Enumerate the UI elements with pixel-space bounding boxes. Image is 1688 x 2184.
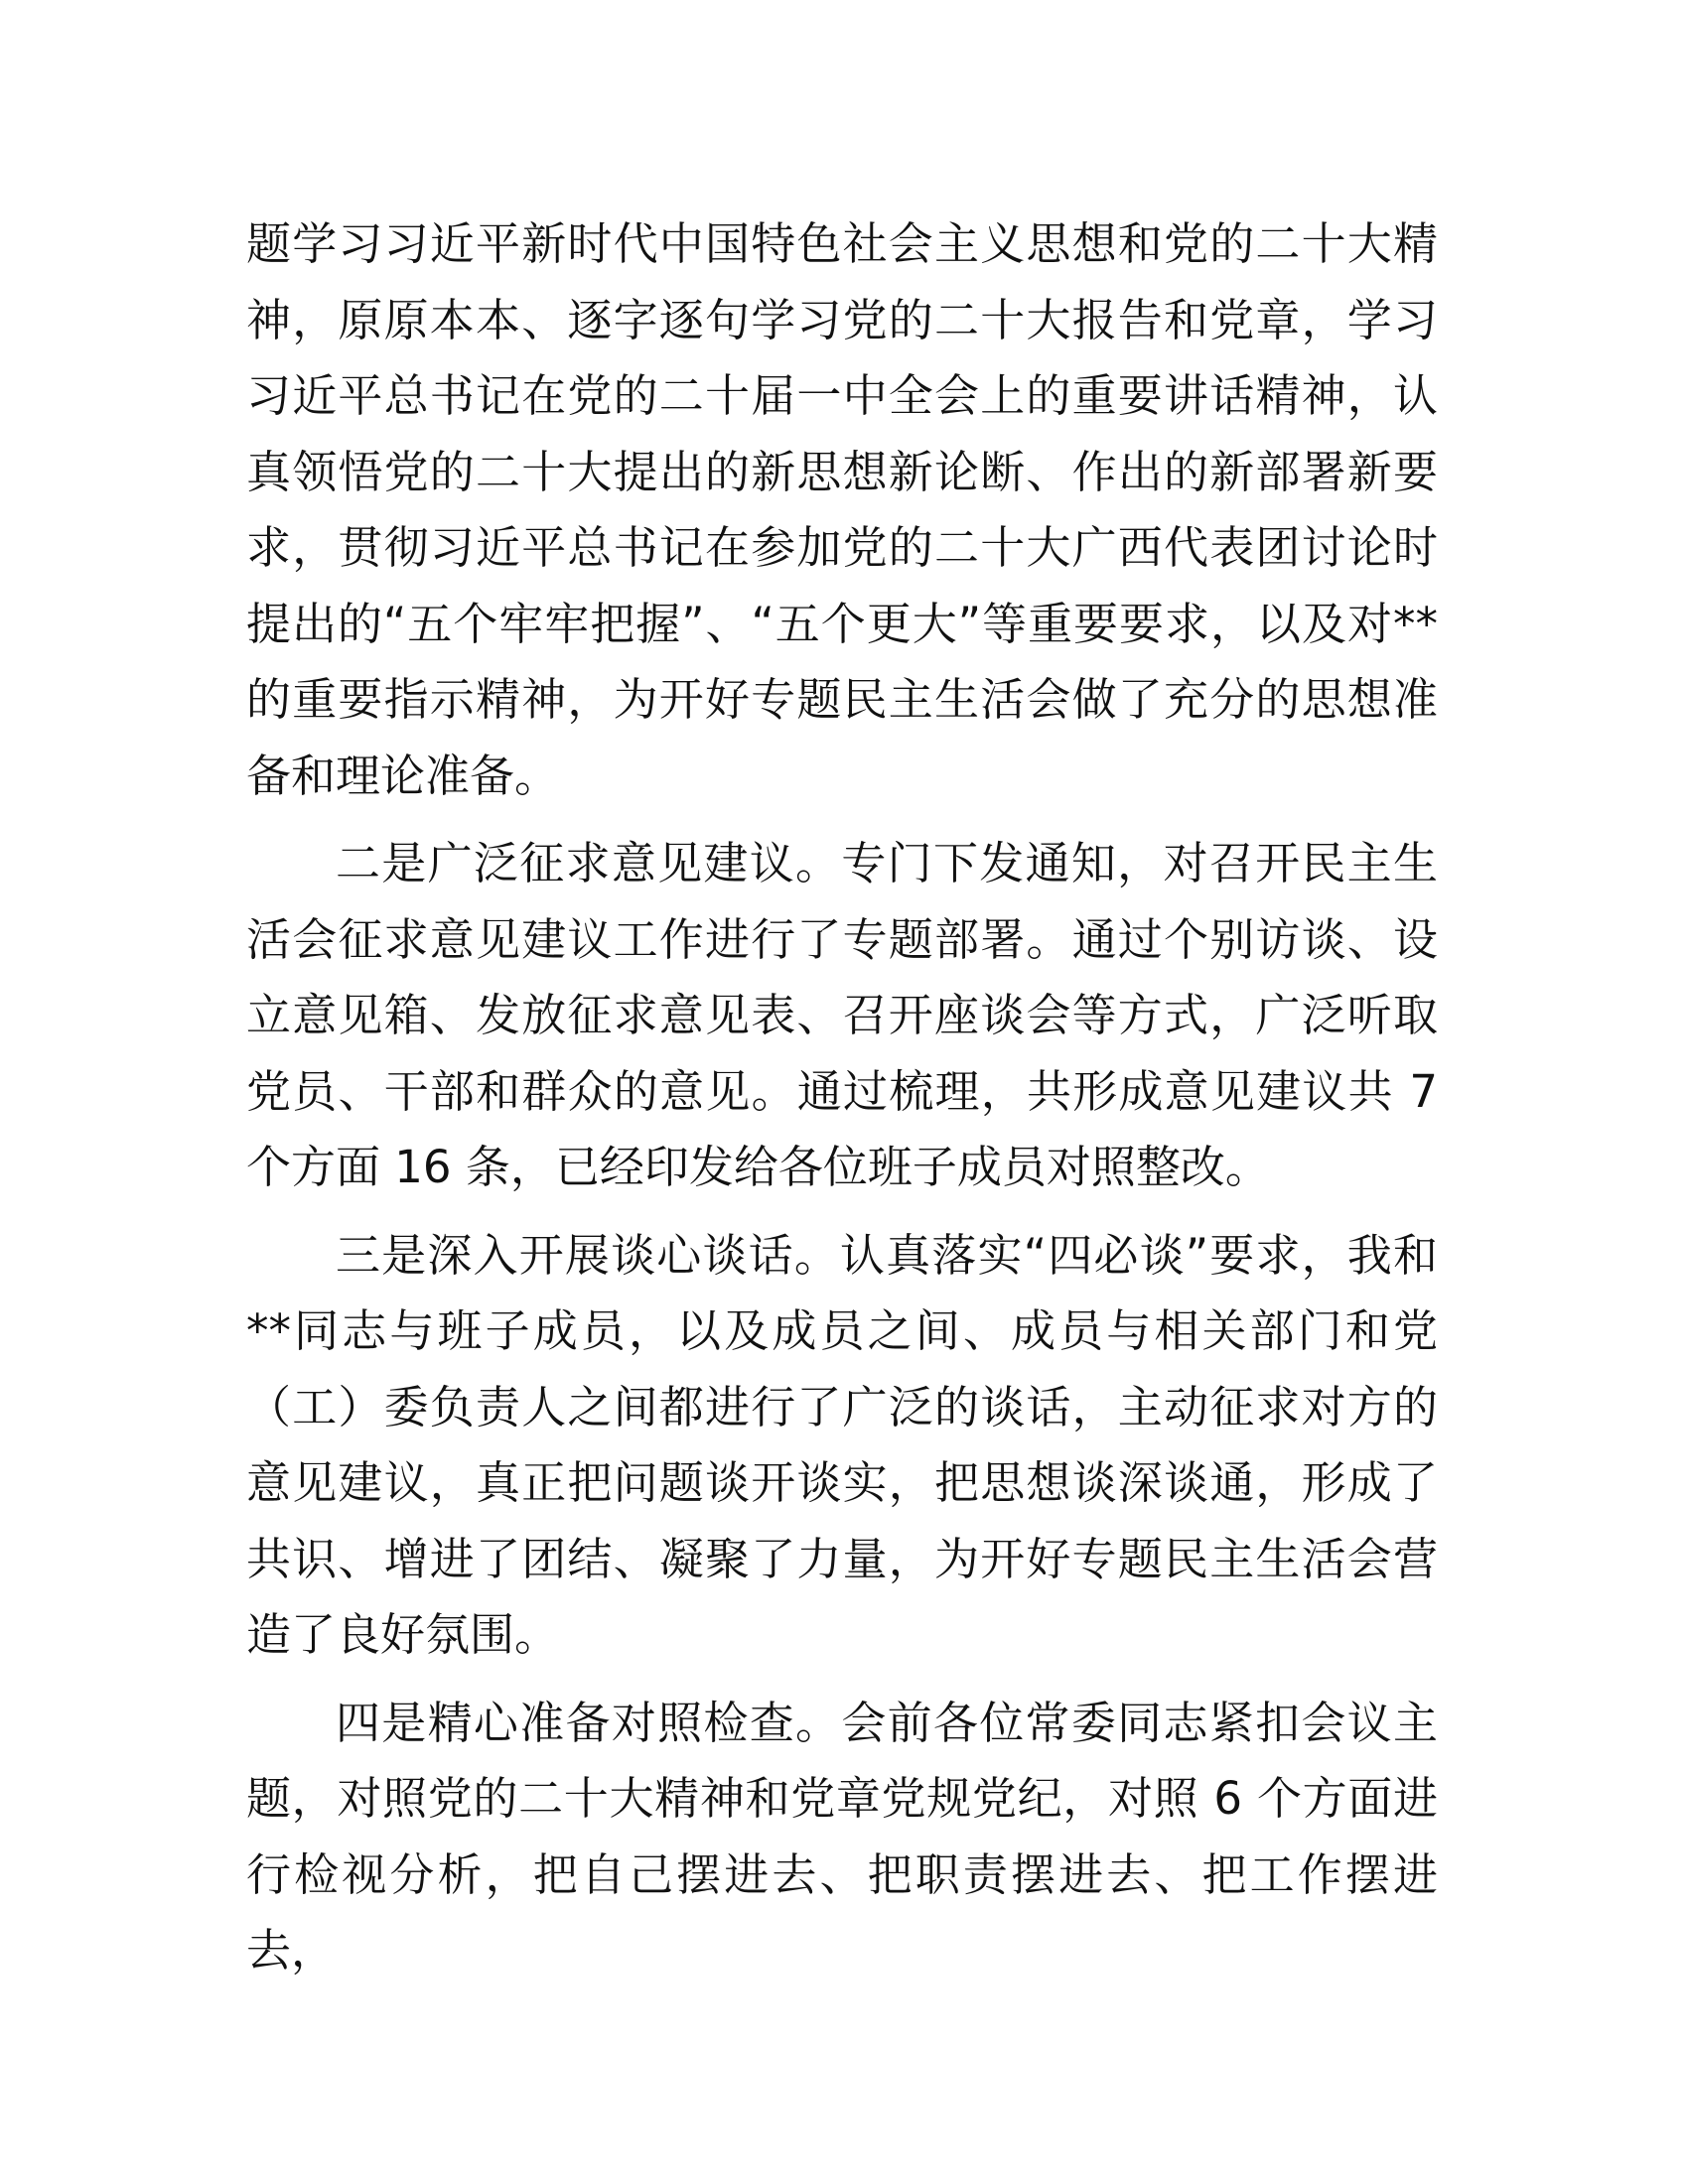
document-body xyxy=(246,206,1438,1989)
paragraph-self-examination: 四是精心准备对照检查。会前各位常委同志紧扣会议主题，对照党的二十大精神和党章党规党纪，对照 6 个方面进行检视分析，把自己摆进去、把职责摆进去、把工作摆进去， xyxy=(246,1696,1438,1977)
paragraph-continuation: 题学习习近平新时代中国特色社会主义思想和党的二十大精神，原原本本、逐字逐句学习党的二十大报告和党章，学习习近平总书记在党的二十届一中全会上的重要讲话精神，认真领悟党的二十大提出的新思想新论断、作出的新部署新要求，贯彻习近平总书记在参加党的二十大广西代表团讨论时提出的“五个牢牢把握”、“五个更大”等重要要求，以及对**的重要指示精神，为开好专题民主生活会做了充分的思想准备和理论准备。 xyxy=(246,217,1438,802)
paragraph-heart-to-heart-talks: 三是深入开展谈心谈话。认真落实“四必谈”要求，我和**同志与班子成员，以及成员之间、成员与相关部门和党（工）委负责人之间都进行了广泛的谈话，主动征求对方的意见建议，真正把问题谈开谈实，把思想谈深谈通，形成了共识、增进了团结、凝聚了力量，为开好专题民主生活会营造了良好氛围。 xyxy=(246,1228,1438,1661)
paragraph-solicit-opinions: 二是广泛征求意见建议。专门下发通知，对召开民主生活会征求意见建议工作进行了专题部署。通过个别访谈、设立意见箱、发放征求意见表、召开座谈会等方式，广泛听取党员、干部和群众的意见。通过梳理，共形成意见建议共 7 个方面 16 条，已经印发给各位班子成员对照整改。 xyxy=(246,837,1438,1193)
